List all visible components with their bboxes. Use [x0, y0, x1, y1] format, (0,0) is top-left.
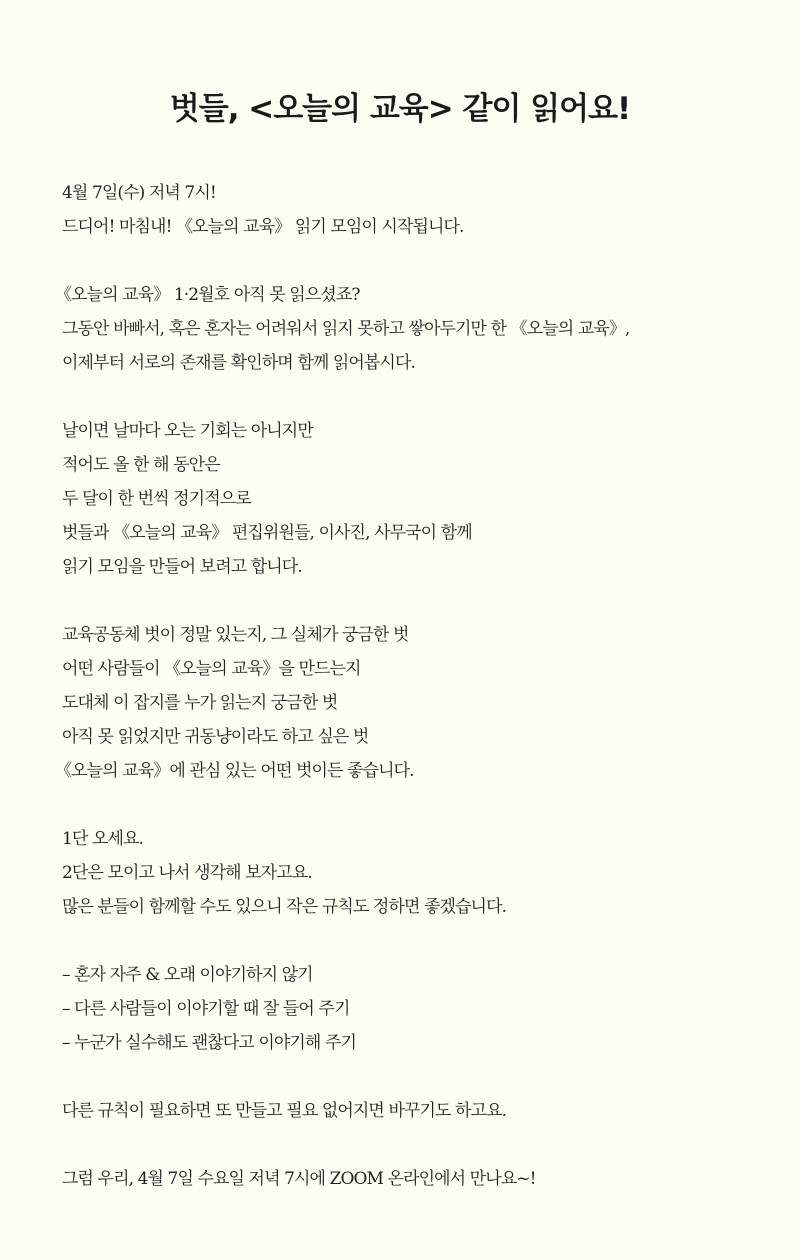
paragraph-steps — [0, 822, 800, 924]
text-line: 벗들과 《오늘의 교육》 편집위원들, 이사진, 사무국이 함께 — [62, 523, 472, 543]
paragraph-event-intro — [0, 176, 800, 244]
text-line: 4월 7일(수) 저녁 7시! — [62, 183, 216, 203]
rule-item: – 혼자 자주 & 오래 이야기하지 않기 — [62, 965, 313, 985]
paragraph-rules-note — [0, 1094, 800, 1128]
paragraph-reading-invitation — [0, 278, 800, 380]
text-line: 적어도 올 한 해 동안은 — [62, 455, 220, 475]
text-line: 두 달이 한 번씩 정기적으로 — [62, 489, 251, 509]
rules-list — [0, 958, 800, 1060]
text-line: 드디어! 마침내! 《오늘의 교육》 읽기 모임이 시작됩니다. — [62, 217, 464, 237]
page-title: 벗들, <오늘의 교육> 같이 읽어요! — [169, 90, 631, 127]
rule-item: – 누군가 실수해도 괜찮다고 이야기해 주기 — [62, 1033, 356, 1053]
article-body — [0, 176, 800, 1230]
text-line: 《오늘의 교육》 1·2월호 아직 못 읽으셨죠? — [55, 285, 360, 305]
text-line: 날이면 날마다 오는 기회는 아니지만 — [62, 421, 313, 441]
text-line: 그동안 바빠서, 혹은 혼자는 어려워서 읽지 못하고 쌓아두기만 한 《오늘의 교육》, — [62, 319, 630, 339]
text-line: 아직 못 읽었지만 귀동냥이라도 하고 싶은 벗 — [62, 727, 369, 747]
rule-item: – 다른 사람들이 이야기할 때 잘 들어 주기 — [62, 999, 350, 1019]
text-line: 그럼 우리, 4월 7일 수요일 저녁 7시에 ZOOM 온라인에서 만나요~! — [62, 1169, 536, 1189]
text-line: 도대체 이 잡지를 누가 읽는지 궁금한 벗 — [62, 693, 338, 713]
text-line: 다른 규칙이 필요하면 또 만들고 필요 없어지면 바꾸기도 하고요. — [62, 1101, 507, 1121]
text-line: 어떤 사람들이 《오늘의 교육》을 만드는지 — [62, 659, 361, 679]
text-line: 《오늘의 교육》에 관심 있는 어떤 벗이든 좋습니다. — [55, 761, 414, 781]
paragraph-closing — [0, 1162, 800, 1196]
text-line: 많은 분들이 함께할 수도 있으니 작은 규칙도 정하면 좋겠습니다. — [62, 897, 507, 917]
text-line: 2단은 모이고 나서 생각해 보자고요. — [62, 863, 312, 883]
text-line: 읽기 모임을 만들어 보려고 합니다. — [62, 557, 302, 577]
paragraph-schedule — [0, 414, 800, 584]
text-line: 이제부터 서로의 존재를 확인하며 함께 읽어봅시다. — [62, 353, 415, 373]
text-line: 1단 오세요. — [62, 829, 144, 849]
text-line: 교육공동체 벗이 정말 있는지, 그 실체가 궁금한 벗 — [62, 625, 409, 645]
paragraph-audience — [0, 618, 800, 788]
